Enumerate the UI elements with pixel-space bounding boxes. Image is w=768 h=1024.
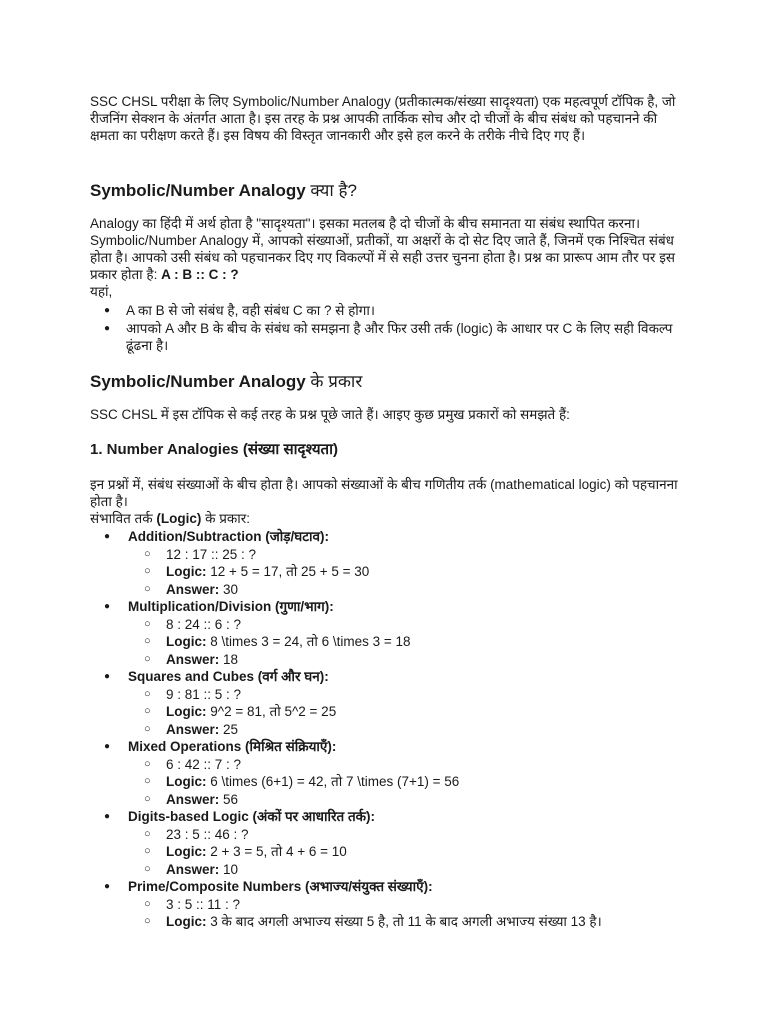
types-label-bold: (Logic): [156, 511, 202, 526]
answer-label: Answer:: [166, 651, 220, 667]
logic-type-hindi: (गुणा/भाग):: [271, 599, 334, 614]
intro-paragraph: SSC CHSL परीक्षा के लिए Symbolic/Number Analogy (प्रतीकात्मक/संख्या सादृश्यता) एक महत्वपूर्ण टॉपिक है, जो रीजनिंग सेक्शन के अंतर्गत आता है। इस तरह के प्रश्न आपकी तार्किक सोच और दो चीजों के बीच संबंध को पहचानने की क्षमता का परीक्षण करते हैं। इस विषय की विस्तृत जानकारी और इसे हल करने के तरीके नीचे दिए गए हैं।: [90, 94, 676, 143]
logic-text: 2 + 3 = 5, तो 4 + 6 = 10: [206, 844, 347, 859]
subsection-heading-number-analogies: [90, 441, 338, 459]
logic-type-hindi: (अंकों पर आधारित तर्क):: [248, 809, 375, 824]
heading-hindi-part: के प्रकार: [305, 372, 363, 391]
section-heading-types: [90, 372, 362, 392]
example-list: [128, 616, 690, 669]
logic-type-hindi: (वर्ग और घन):: [254, 669, 329, 684]
logic-text: 9^2 = 81, तो 5^2 = 25: [206, 704, 337, 719]
answer-text: 10: [219, 861, 239, 877]
types-label-post: के प्रकार:: [201, 511, 251, 526]
example-question: ○ 3 : 5 :: 11 : ?: [128, 896, 690, 914]
example-list: [128, 546, 690, 599]
section-heading-what-is: [90, 181, 357, 201]
heading-hindi-part: क्या है?: [305, 181, 357, 200]
example-list: [128, 686, 690, 739]
example-answer: [128, 581, 690, 599]
logic-label: Logic:: [166, 774, 207, 789]
answer-text: 56: [219, 791, 239, 807]
example-logic: [128, 563, 690, 581]
example-question: ○ 23 : 5 :: 46 : ?: [128, 826, 690, 844]
example-answer: [128, 651, 690, 669]
example-question: ○ 6 : 42 :: 7 : ?: [128, 756, 690, 774]
answer-text: 25: [219, 721, 239, 737]
logic-types-list: [90, 528, 690, 931]
answer-text: 18: [219, 651, 239, 667]
logic-type-item: [90, 808, 690, 878]
logic-type-name: Addition/Subtraction: [128, 529, 262, 544]
answer-label: Answer:: [166, 791, 220, 807]
example-answer: [128, 861, 690, 879]
definition-text: Analogy का हिंदी में अर्थ होता है "सादृश्यता"। इसका मतलब है दो चीजों के बीच समानता या संबंध स्थापित करना। Symbolic/Number Analogy में, आपको संख्याओं, प्रतीकों, या अक्षरों के दो सेट दिए जाते हैं, जिनमें एक निश्चित संबंध होता है। आपको उसी संबंध को पहचानकर दिए गए विकल्पों में से सही उत्तर चुनना होता है। प्रश्न का प्रारूप आम तौर पर इस प्रकार होता है:: [90, 216, 675, 282]
logic-type-item: [90, 738, 690, 808]
number-analogies-paragraph: [90, 476, 690, 527]
example-question: ○ 9 : 81 :: 5 : ?: [128, 686, 690, 704]
answer-label: Answer:: [166, 581, 220, 597]
logic-type-name: Digits-based Logic: [128, 809, 249, 824]
example-logic: [128, 703, 690, 721]
example-logic: [128, 913, 690, 931]
example-answer: [128, 791, 690, 809]
logic-text: 8 \times 3 = 24, तो 6 \times 3 = 18: [206, 634, 411, 649]
logic-type-item: [90, 598, 690, 668]
where-label: यहां,: [90, 284, 113, 299]
logic-type-name: Prime/Composite Numbers: [128, 879, 302, 894]
example-question: ○ 12 : 17 :: 25 : ?: [128, 546, 690, 564]
list-item: ● आपको A और B के बीच के संबंध को समझना है और फिर उसी तर्क (logic) के आधार पर C के लिए सही विकल्प ढूंढना है।: [90, 320, 690, 355]
logic-type-hindi: (मिश्रित संक्रियाएँ):: [241, 739, 337, 754]
logic-label: Logic:: [166, 914, 207, 929]
logic-type-name: Mixed Operations: [128, 739, 242, 754]
logic-type-item: [90, 668, 690, 738]
logic-label: Logic:: [166, 704, 207, 719]
answer-label: Answer:: [166, 861, 220, 877]
example-list: [128, 826, 690, 879]
logic-label: Logic:: [166, 564, 207, 579]
heading-bold-part: 1. Number Analogies: [90, 441, 239, 458]
example-list: [128, 756, 690, 809]
definition-bullets: [90, 302, 690, 355]
answer-text: 30: [219, 581, 239, 597]
logic-text: 12 + 5 = 17, तो 25 + 5 = 30: [206, 564, 370, 579]
example-list: [128, 896, 690, 931]
example-logic: [128, 773, 690, 791]
definition-paragraph: [90, 215, 685, 300]
heading-bold-part: Symbolic/Number Analogy: [90, 372, 306, 391]
answer-label: Answer:: [166, 721, 220, 737]
logic-text: 3 के बाद अगली अभाज्य संख्या 5 है, तो 11 के बाद अगली अभाज्य संख्या 13 है।: [206, 914, 602, 929]
logic-type-hindi: (अभाज्य/संयुक्त संख्याएँ):: [301, 879, 433, 894]
logic-text: 6 \times (6+1) = 42, तो 7 \times (7+1) = 56: [206, 774, 460, 789]
example-answer: [128, 721, 690, 739]
analogy-format: A : B :: C : ?: [161, 267, 239, 282]
logic-type-item: [90, 528, 690, 598]
example-logic: [128, 843, 690, 861]
types-label-pre: संभावित तर्क: [90, 511, 157, 526]
number-analogies-text: इन प्रश्नों में, संबंध संख्याओं के बीच होता है। आपको संख्याओं के बीच गणितीय तर्क (mathematical logic) को पहचानना होता है।: [90, 477, 678, 509]
heading-hindi-part: (संख्या सादृश्यता): [238, 441, 338, 458]
logic-type-name: Squares and Cubes: [128, 669, 255, 684]
types-intro-paragraph: SSC CHSL में इस टॉपिक से कई तरह के प्रश्न पूछे जाते हैं। आइए कुछ प्रमुख प्रकारों को समझते हैं:: [90, 407, 570, 422]
logic-type-item: [90, 878, 690, 931]
logic-type-name: Multiplication/Division: [128, 599, 272, 614]
logic-type-hindi: (जोड़/घटाव):: [261, 529, 329, 544]
logic-label: Logic:: [166, 634, 207, 649]
logic-label: Logic:: [166, 844, 207, 859]
example-logic: [128, 633, 690, 651]
heading-bold-part: Symbolic/Number Analogy: [90, 181, 306, 200]
example-question: ○ 8 : 24 :: 6 : ?: [128, 616, 690, 634]
list-item: ● A का B से जो संबंध है, वही संबंध C का ? से होगा।: [90, 302, 690, 320]
